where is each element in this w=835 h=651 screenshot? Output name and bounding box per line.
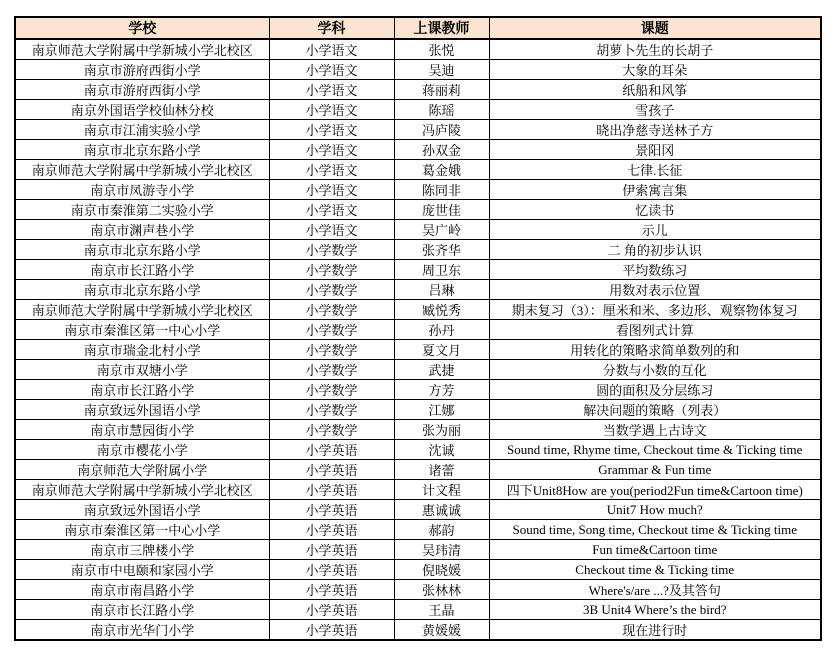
cell-subject: 小学语文 bbox=[269, 100, 394, 120]
cell-subject: 小学英语 bbox=[269, 520, 394, 540]
cell-teacher: 夏文月 bbox=[394, 340, 489, 360]
header-row bbox=[15, 17, 821, 39]
cell-subject: 小学数学 bbox=[269, 280, 394, 300]
table-row bbox=[15, 320, 821, 340]
cell-topic: Sound time, Song time, Checkout time & Ticking time bbox=[489, 520, 821, 540]
cell-topic: 分数与小数的互化 bbox=[489, 360, 821, 380]
cell-teacher: 黄媛媛 bbox=[394, 620, 489, 641]
cell-subject: 小学语文 bbox=[269, 120, 394, 140]
cell-subject: 小学数学 bbox=[269, 260, 394, 280]
column-header-school: 学校 bbox=[15, 17, 269, 39]
cell-teacher: 武捷 bbox=[394, 360, 489, 380]
cell-teacher: 倪晓媛 bbox=[394, 560, 489, 580]
cell-subject: 小学数学 bbox=[269, 340, 394, 360]
cell-school: 南京师范大学附属中学新城小学北校区 bbox=[15, 300, 269, 320]
cell-teacher: 庞世佳 bbox=[394, 200, 489, 220]
cell-teacher: 张悦 bbox=[394, 39, 489, 60]
table-row bbox=[15, 260, 821, 280]
table-row bbox=[15, 100, 821, 120]
cell-subject: 小学语文 bbox=[269, 200, 394, 220]
cell-subject: 小学数学 bbox=[269, 360, 394, 380]
cell-teacher: 臧悦秀 bbox=[394, 300, 489, 320]
cell-subject: 小学语文 bbox=[269, 180, 394, 200]
cell-teacher: 诸蕾 bbox=[394, 460, 489, 480]
table-row bbox=[15, 300, 821, 320]
cell-school: 南京市光华门小学 bbox=[15, 620, 269, 641]
cell-subject: 小学数学 bbox=[269, 320, 394, 340]
cell-topic: 二 角的初步认识 bbox=[489, 240, 821, 260]
cell-teacher: 冯庐陵 bbox=[394, 120, 489, 140]
table-row bbox=[15, 540, 821, 560]
cell-teacher: 沈诚 bbox=[394, 440, 489, 460]
cell-teacher: 郝韵 bbox=[394, 520, 489, 540]
cell-subject: 小学英语 bbox=[269, 460, 394, 480]
cell-topic: 伊索寓言集 bbox=[489, 180, 821, 200]
cell-topic: 圆的面积及分层练习 bbox=[489, 380, 821, 400]
cell-topic: 看图列式计算 bbox=[489, 320, 821, 340]
table-row bbox=[15, 560, 821, 580]
cell-subject: 小学语文 bbox=[269, 39, 394, 60]
cell-school: 南京市秦淮区第一中心小学 bbox=[15, 320, 269, 340]
cell-teacher: 吕琳 bbox=[394, 280, 489, 300]
cell-topic: 期末复习（3）：厘米和米、多边形、观察物体复习 bbox=[489, 300, 821, 320]
cell-teacher: 吴迪 bbox=[394, 60, 489, 80]
cell-subject: 小学英语 bbox=[269, 480, 394, 500]
cell-teacher: 张齐华 bbox=[394, 240, 489, 260]
cell-school: 南京市秦淮第二实验小学 bbox=[15, 200, 269, 220]
cell-teacher: 周卫东 bbox=[394, 260, 489, 280]
cell-subject: 小学语文 bbox=[269, 60, 394, 80]
table-row bbox=[15, 580, 821, 600]
cell-teacher: 方芳 bbox=[394, 380, 489, 400]
table-row bbox=[15, 240, 821, 260]
cell-topic: 胡萝卜先生的长胡子 bbox=[489, 39, 821, 60]
cell-topic: Sound time, Rhyme time, Checkout time & Ticking time bbox=[489, 440, 821, 460]
cell-school: 南京市江浦实验小学 bbox=[15, 120, 269, 140]
lesson-schedule-sheet bbox=[14, 16, 822, 641]
cell-school: 南京市北京东路小学 bbox=[15, 280, 269, 300]
cell-subject: 小学英语 bbox=[269, 600, 394, 620]
cell-subject: 小学数学 bbox=[269, 400, 394, 420]
cell-teacher: 孙丹 bbox=[394, 320, 489, 340]
table-row bbox=[15, 180, 821, 200]
cell-topic: 用转化的策略求简单数列的和 bbox=[489, 340, 821, 360]
cell-topic: 雪孩子 bbox=[489, 100, 821, 120]
cell-topic: 3B Unit4 Where’s the bird? bbox=[489, 600, 821, 620]
cell-topic: 七律.长征 bbox=[489, 160, 821, 180]
cell-subject: 小学数学 bbox=[269, 300, 394, 320]
cell-subject: 小学语文 bbox=[269, 160, 394, 180]
cell-teacher: 陈同非 bbox=[394, 180, 489, 200]
cell-topic: 大象的耳朵 bbox=[489, 60, 821, 80]
cell-school: 南京市南昌路小学 bbox=[15, 580, 269, 600]
cell-teacher: 张林林 bbox=[394, 580, 489, 600]
cell-topic: 平均数练习 bbox=[489, 260, 821, 280]
cell-topic: Checkout time & Ticking time bbox=[489, 560, 821, 580]
cell-school: 南京师范大学附属中学新城小学北校区 bbox=[15, 480, 269, 500]
column-header-subject: 学科 bbox=[269, 17, 394, 39]
table-row bbox=[15, 440, 821, 460]
table-row bbox=[15, 500, 821, 520]
cell-teacher: 葛金娥 bbox=[394, 160, 489, 180]
cell-topic: 现在进行时 bbox=[489, 620, 821, 641]
cell-subject: 小学英语 bbox=[269, 500, 394, 520]
table-row bbox=[15, 160, 821, 180]
cell-teacher: 计文程 bbox=[394, 480, 489, 500]
cell-subject: 小学数学 bbox=[269, 240, 394, 260]
cell-topic: 景阳冈 bbox=[489, 140, 821, 160]
cell-topic: 当数学遇上古诗文 bbox=[489, 420, 821, 440]
table-row bbox=[15, 360, 821, 380]
table-row bbox=[15, 120, 821, 140]
cell-teacher: 蒋丽莉 bbox=[394, 80, 489, 100]
cell-topic: 四下Unit8How are you(period2Fun time&Cartoon time) bbox=[489, 480, 821, 500]
column-header-teacher: 上课教师 bbox=[394, 17, 489, 39]
cell-school: 南京市慧园街小学 bbox=[15, 420, 269, 440]
cell-topic: 忆读书 bbox=[489, 200, 821, 220]
cell-topic: Fun time&Cartoon time bbox=[489, 540, 821, 560]
cell-topic: 纸船和风筝 bbox=[489, 80, 821, 100]
cell-school: 南京师范大学附属中学新城小学北校区 bbox=[15, 160, 269, 180]
cell-topic: 示儿 bbox=[489, 220, 821, 240]
table-row bbox=[15, 460, 821, 480]
cell-school: 南京市游府西街小学 bbox=[15, 60, 269, 80]
cell-teacher: 江娜 bbox=[394, 400, 489, 420]
table-row bbox=[15, 39, 821, 60]
table-row bbox=[15, 220, 821, 240]
table-row bbox=[15, 60, 821, 80]
lesson-table bbox=[14, 16, 822, 641]
cell-school: 南京市樱花小学 bbox=[15, 440, 269, 460]
cell-subject: 小学语文 bbox=[269, 80, 394, 100]
cell-school: 南京外国语学校仙林分校 bbox=[15, 100, 269, 120]
cell-school: 南京市北京东路小学 bbox=[15, 240, 269, 260]
cell-school: 南京市渊声巷小学 bbox=[15, 220, 269, 240]
cell-school: 南京市游府西街小学 bbox=[15, 80, 269, 100]
cell-teacher: 张为丽 bbox=[394, 420, 489, 440]
cell-school: 南京市长江路小学 bbox=[15, 380, 269, 400]
table-row bbox=[15, 400, 821, 420]
table-row bbox=[15, 420, 821, 440]
cell-subject: 小学英语 bbox=[269, 440, 394, 460]
cell-school: 南京师范大学附属小学 bbox=[15, 460, 269, 480]
cell-subject: 小学数学 bbox=[269, 380, 394, 400]
cell-school: 南京师范大学附属中学新城小学北校区 bbox=[15, 39, 269, 60]
cell-school: 南京市长江路小学 bbox=[15, 600, 269, 620]
table-row bbox=[15, 480, 821, 500]
cell-school: 南京致远外国语小学 bbox=[15, 400, 269, 420]
cell-subject: 小学语文 bbox=[269, 220, 394, 240]
cell-topic: 用数对表示位置 bbox=[489, 280, 821, 300]
cell-subject: 小学英语 bbox=[269, 620, 394, 641]
cell-topic: 解决问题的策略（列表） bbox=[489, 400, 821, 420]
table-row bbox=[15, 200, 821, 220]
column-header-topic: 课题 bbox=[489, 17, 821, 39]
table-row bbox=[15, 620, 821, 641]
cell-topic: Grammar & Fun time bbox=[489, 460, 821, 480]
table-row bbox=[15, 520, 821, 540]
cell-school: 南京市秦淮区第一中心小学 bbox=[15, 520, 269, 540]
cell-topic: Unit7 How much? bbox=[489, 500, 821, 520]
cell-school: 南京市北京东路小学 bbox=[15, 140, 269, 160]
cell-school: 南京市长江路小学 bbox=[15, 260, 269, 280]
table-row bbox=[15, 80, 821, 100]
cell-school: 南京市凤游寺小学 bbox=[15, 180, 269, 200]
table-row bbox=[15, 140, 821, 160]
table-row bbox=[15, 280, 821, 300]
cell-school: 南京市双塘小学 bbox=[15, 360, 269, 380]
cell-subject: 小学数学 bbox=[269, 420, 394, 440]
cell-topic: 晓出净慈寺送林子方 bbox=[489, 120, 821, 140]
cell-school: 南京市三牌楼小学 bbox=[15, 540, 269, 560]
cell-teacher: 陈瑶 bbox=[394, 100, 489, 120]
cell-subject: 小学英语 bbox=[269, 580, 394, 600]
cell-school: 南京致远外国语小学 bbox=[15, 500, 269, 520]
cell-school: 南京市瑞金北村小学 bbox=[15, 340, 269, 360]
cell-teacher: 惠诚诚 bbox=[394, 500, 489, 520]
cell-topic: Where's/are ...?及其答句 bbox=[489, 580, 821, 600]
table-row bbox=[15, 380, 821, 400]
cell-teacher: 吴广岭 bbox=[394, 220, 489, 240]
cell-school: 南京市中电颐和家园小学 bbox=[15, 560, 269, 580]
cell-teacher: 孙双金 bbox=[394, 140, 489, 160]
cell-subject: 小学英语 bbox=[269, 540, 394, 560]
cell-subject: 小学英语 bbox=[269, 560, 394, 580]
cell-subject: 小学语文 bbox=[269, 140, 394, 160]
table-row bbox=[15, 340, 821, 360]
cell-teacher: 王晶 bbox=[394, 600, 489, 620]
cell-teacher: 吴玮清 bbox=[394, 540, 489, 560]
table-row bbox=[15, 600, 821, 620]
